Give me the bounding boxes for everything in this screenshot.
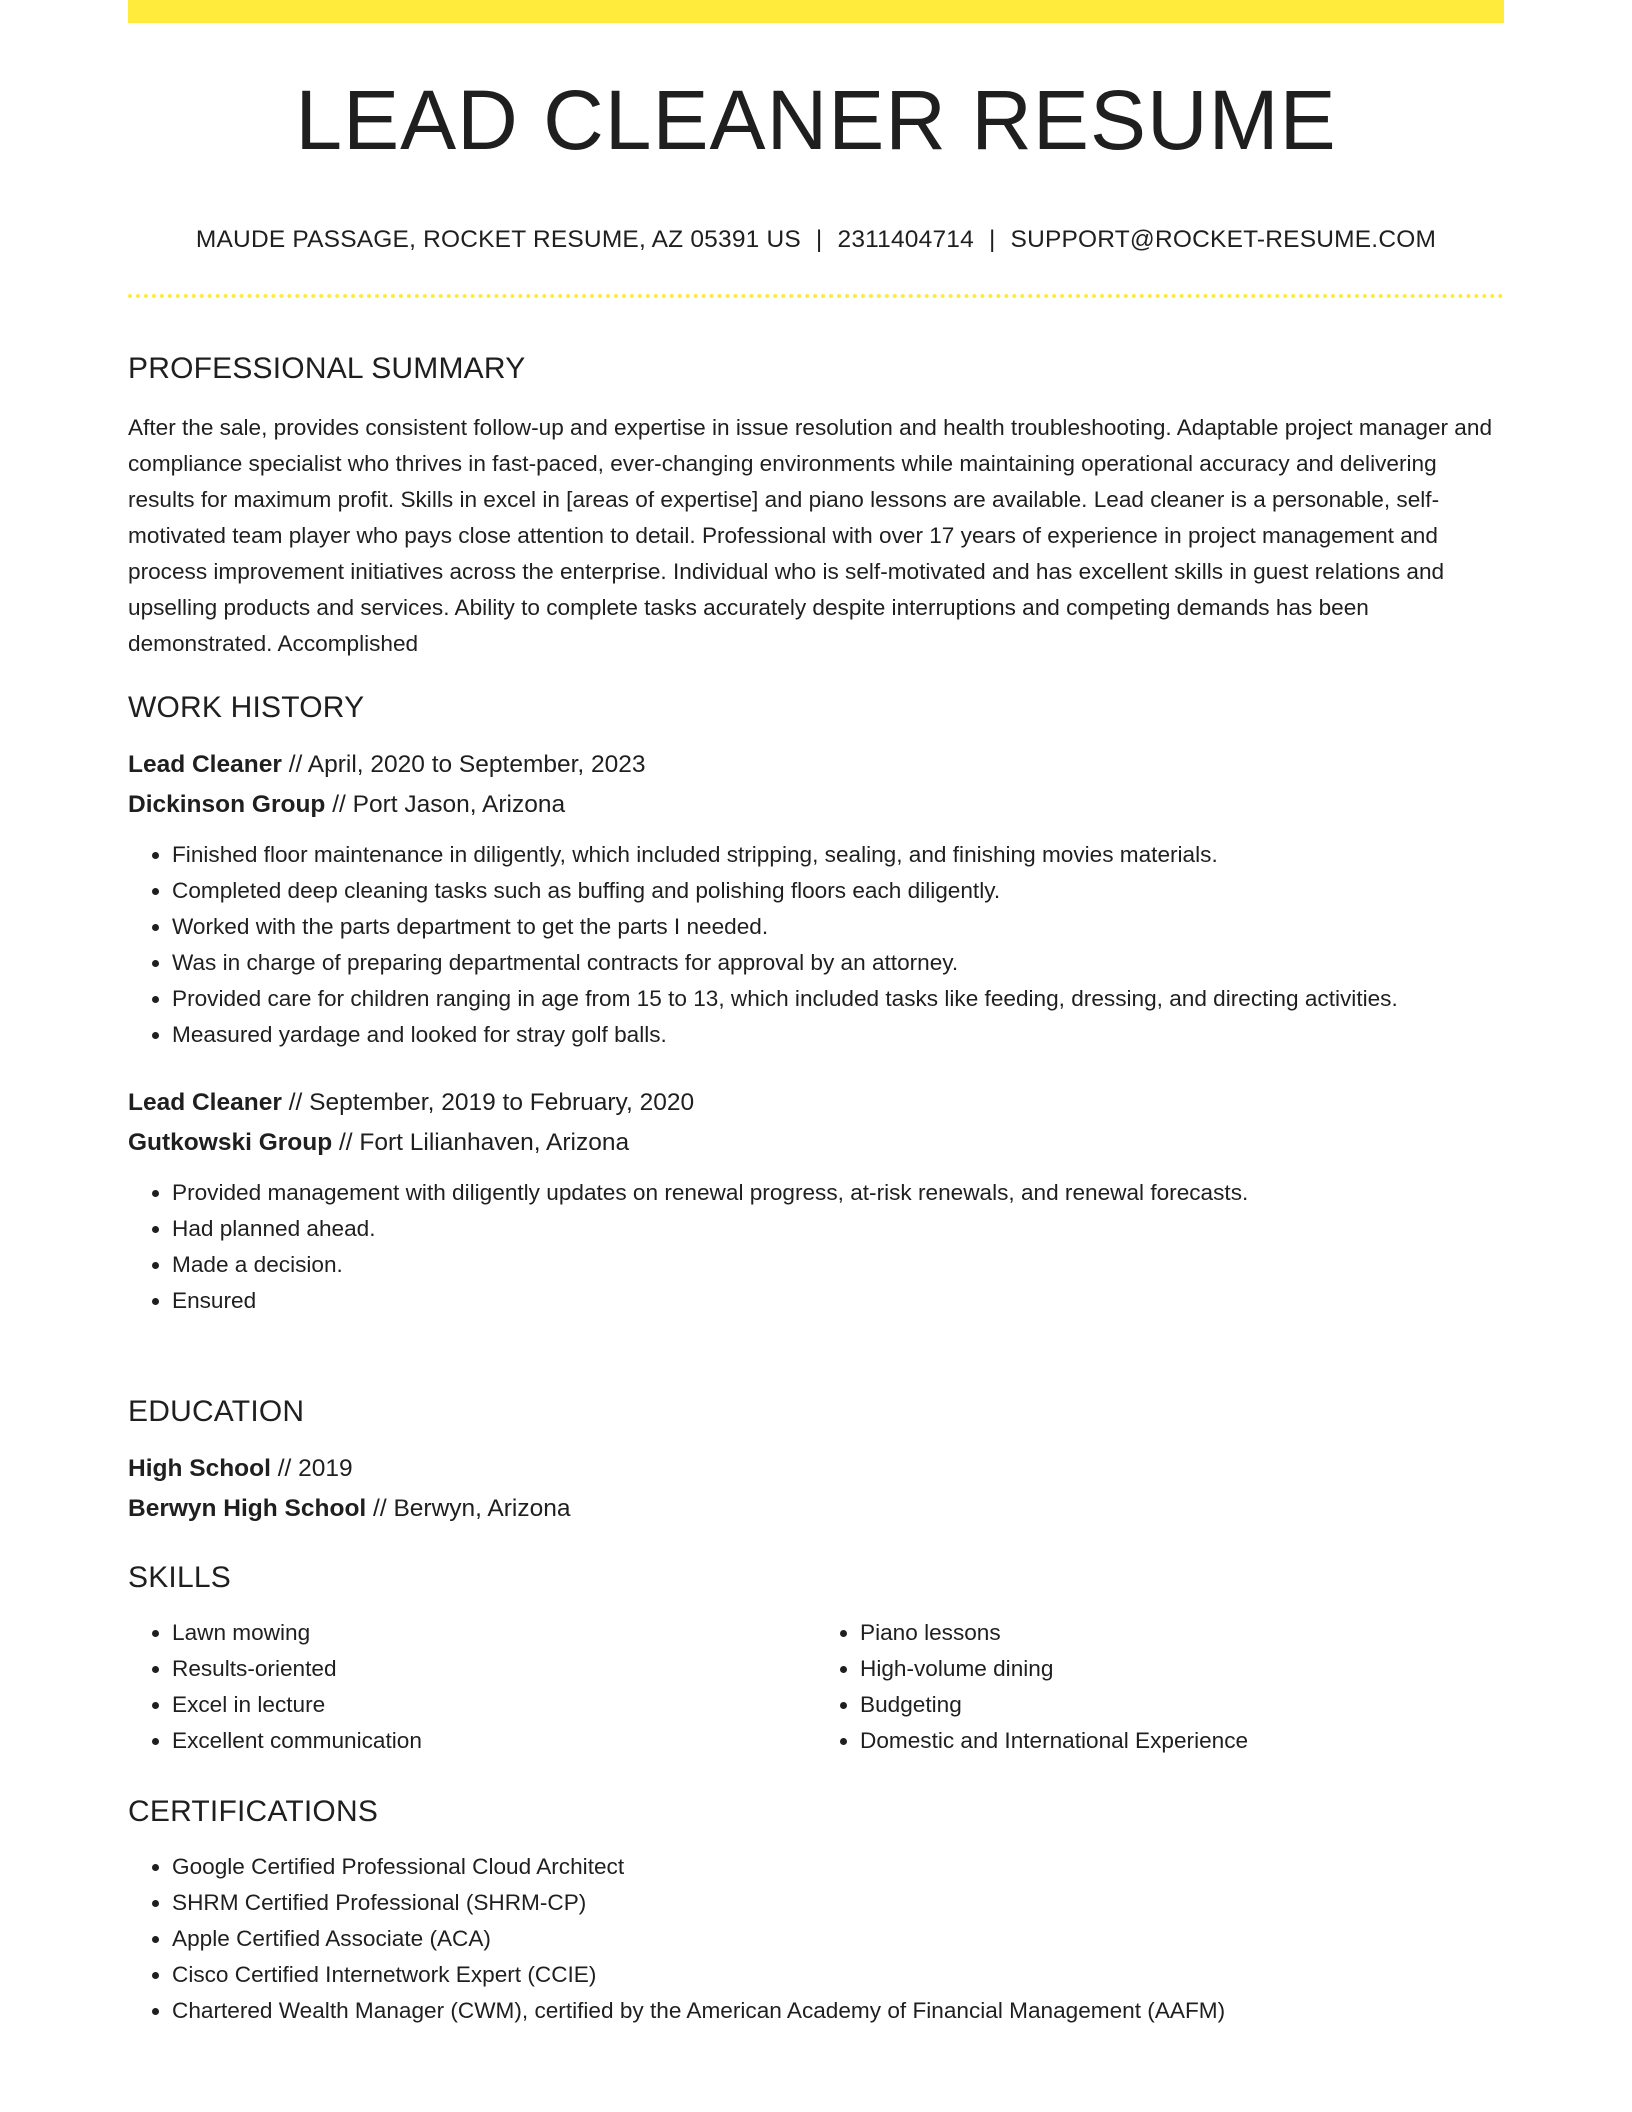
job-dates: // April, 2020 to September, 2023 (288, 751, 646, 778)
education-location: // Berwyn, Arizona (373, 1495, 571, 1522)
education-school-line (128, 1489, 1504, 1529)
job-duty: • Ensured (172, 1283, 1504, 1319)
job-duties-list (128, 1175, 1504, 1319)
skill-item: • Piano lessons (860, 1615, 1504, 1651)
skill-item: • Domestic and International Experience (860, 1723, 1504, 1759)
job-duties-list (128, 837, 1504, 1053)
job-title-line (128, 745, 1504, 785)
job-duty: • Completed deep cleaning tasks such as buffing and polishing floors each diligently. (172, 873, 1504, 909)
education-heading: EDUCATION (128, 1395, 305, 1428)
certification-item: • Chartered Wealth Manager (CWM), certified by the American Academy of Financial Management (AAFM) (172, 1993, 1504, 2029)
job-duty: • Made a decision. (172, 1247, 1504, 1283)
skills-section (128, 1561, 1504, 1759)
job-duty: • Provided care for children ranging in age from 15 to 13, which included tasks like feeding, dressing, and directing activities. (172, 981, 1504, 1017)
job-dates: // September, 2019 to February, 2020 (288, 1089, 695, 1116)
certifications-section (128, 1795, 1504, 2029)
job-location: // Fort Lilianhaven, Arizona (339, 1129, 630, 1156)
certification-item: • Apple Certified Associate (ACA) (172, 1921, 1504, 1957)
job-duty: • Provided management with diligently updates on renewal progress, at-risk renewals, and renewal forecasts. (172, 1175, 1504, 1211)
skill-item: • Excellent communication (172, 1723, 816, 1759)
skill-item: • Results-oriented (172, 1651, 816, 1687)
job-company: Gutkowski Group (128, 1129, 333, 1156)
job-entry (128, 1083, 1504, 1319)
skill-item: • Excel in lecture (172, 1687, 816, 1723)
dotted-divider (128, 294, 1504, 298)
skills-list-right (816, 1615, 1504, 1759)
contact-separator: | (988, 226, 996, 253)
accent-top-bar (128, 0, 1504, 23)
education-year: // 2019 (277, 1455, 353, 1482)
job-duty: • Was in charge of preparing departmental contracts for approval by an attorney. (172, 945, 1504, 981)
summary-heading: PROFESSIONAL SUMMARY (128, 352, 526, 385)
resume-content (128, 0, 1504, 2023)
job-duty: • Finished floor maintenance in diligently, which included stripping, sealing, and finishing movies materials. (172, 837, 1504, 873)
job-company: Dickinson Group (128, 791, 326, 818)
contact-phone: 2311404714 (837, 226, 974, 253)
certification-item: • Cisco Certified Internetwork Expert (CCIE) (172, 1957, 1504, 1993)
certification-item: • SHRM Certified Professional (SHRM-CP) (172, 1885, 1504, 1921)
skill-item: • Budgeting (860, 1687, 1504, 1723)
education-degree-line (128, 1449, 1504, 1489)
job-title: Lead Cleaner (128, 751, 282, 778)
skills-heading: SKILLS (128, 1561, 231, 1594)
work-history-heading: WORK HISTORY (128, 691, 365, 724)
job-title-line (128, 1083, 1504, 1123)
contact-email: SUPPORT@ROCKET-RESUME.COM (1010, 226, 1437, 253)
contact-address: MAUDE PASSAGE, ROCKET RESUME, AZ 05391 US (195, 226, 801, 253)
education-section (128, 1395, 1504, 1529)
work-history-section (128, 691, 1504, 1319)
job-duty: • Measured yardage and looked for stray golf balls. (172, 1017, 1504, 1053)
contact-line (128, 226, 1504, 254)
education-school: Berwyn High School (128, 1495, 367, 1522)
job-duty: • Worked with the parts department to get the parts I needed. (172, 909, 1504, 945)
certifications-heading: CERTIFICATIONS (128, 1795, 379, 1828)
skill-item: • High-volume dining (860, 1651, 1504, 1687)
skill-item: • Lawn mowing (172, 1615, 816, 1651)
contact-separator: | (815, 226, 823, 253)
resume-title: LEAD CLEANER RESUME (295, 73, 1337, 167)
job-entry (128, 745, 1504, 1053)
skills-list-left (128, 1615, 816, 1759)
job-location: // Port Jason, Arizona (332, 791, 566, 818)
summary-section (128, 352, 1504, 662)
job-company-line (128, 1123, 1504, 1163)
job-title: Lead Cleaner (128, 1089, 282, 1116)
certification-item: • Google Certified Professional Cloud Architect (172, 1849, 1504, 1885)
skills-columns (128, 1615, 1504, 1759)
education-entry (128, 1449, 1504, 1529)
certifications-list (128, 1849, 1504, 2029)
education-degree: High School (128, 1455, 271, 1482)
summary-text: After the sale, provides consistent follow-up and expertise in issue resolution and health troubleshooting. Adaptable project manager and compliance specialist who thrives in fast-paced, ever-changing environments while maintaining operational accuracy and delivering results for maximum profit. Skills in excel in [areas of expertise] and piano lessons are available. Lead cleaner is a personable, self-motivated team player who pays close attention to detail. Professional with over 17 years of experience in project management and process improvement initiatives across the enterprise. Individual who is self-motivated and has excellent skills in guest relations and upselling products and services. Ability to complete tasks accurately despite interruptions and competing demands has been demonstrated. Accomplished (128, 415, 1493, 656)
job-company-line (128, 785, 1504, 825)
job-duty: • Had planned ahead. (172, 1211, 1504, 1247)
